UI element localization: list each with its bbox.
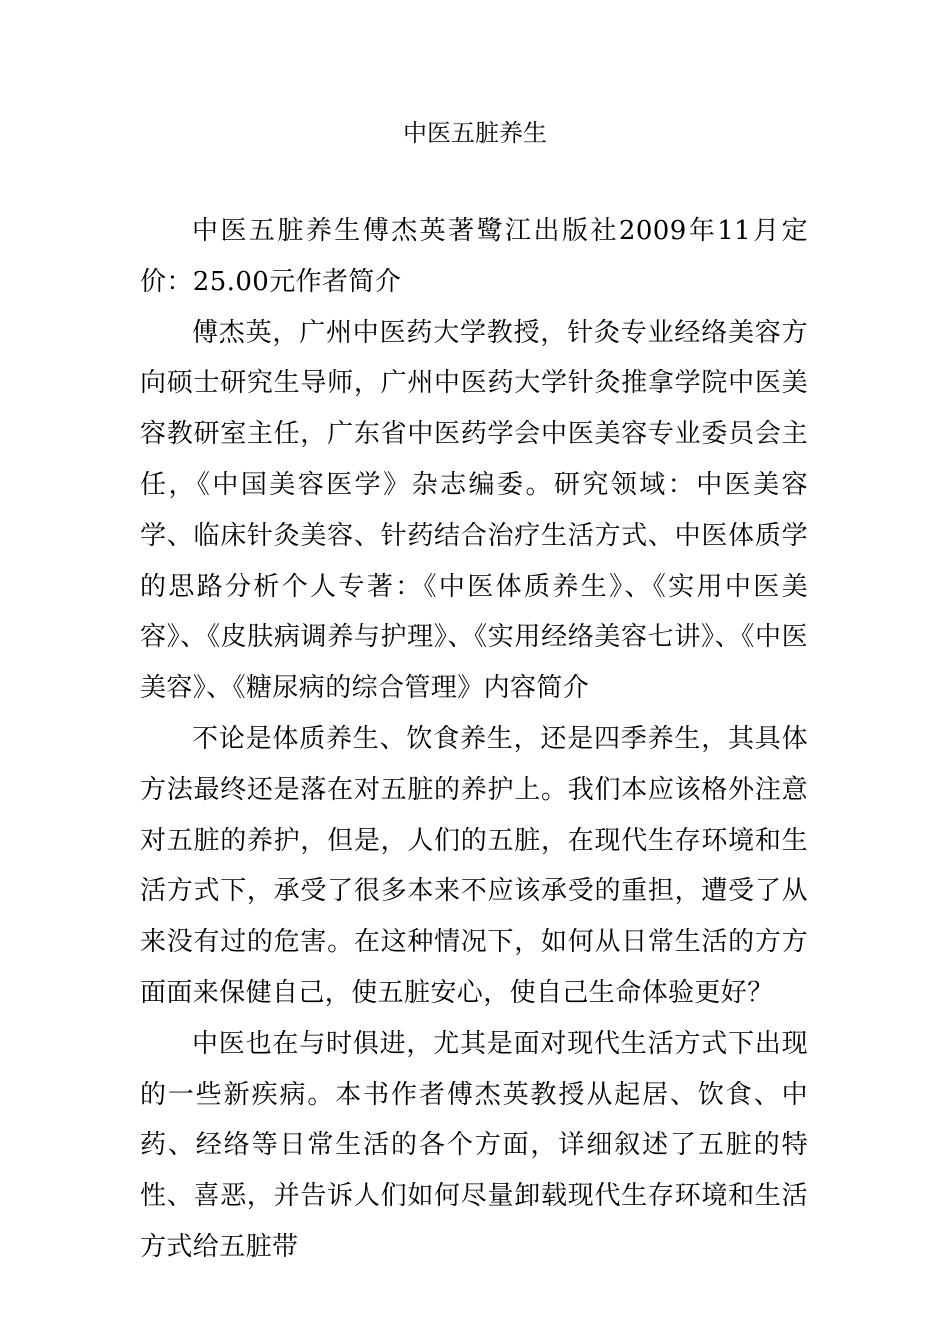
document-title: 中医五脏养生 [403, 119, 547, 147]
paragraph-summary: 不论是体质养生、饮食养生，还是四季养生，其具体方法最终还是落在对五脏的养护上。我们本应该格外注意对五脏的养护，但是，人们的五脏，在现代生存环境和生活方式下，承受了很多本来不应该承受的重担，遭受了从来没有过的危害。在这种情况下，如何从日常生活的方方面面来保健自己，使五脏安心，使自己生命体验更好？ [140, 723, 808, 1008]
paragraph-author-bio: 傅杰英，广州中医药大学教授，针灸专业经络美容方向硕士研究生导师，广州中医药大学针灸推拿学院中医美容教研室主任，广东省中医药学会中医美容专业委员会主任，《中国美容医学》杂志编委。研究领域：中医美容学、临床针灸美容、针药结合治疗生活方式、中医体质学的思路分析个人专著：《中医体质养生》、《实用中医美容》、《皮肤病调养与护理》、《实用经络美容七讲》、《中医美容》、《糖尿病的综合管理》内容简介 [140, 317, 808, 704]
document-body [140, 206, 808, 1273]
paragraph-book-info: 中医五脏养生傅杰英著鹭江出版社2009年11月定价：25.00元作者简介 [140, 216, 808, 297]
paragraph-book-content: 中医也在与时俱进，尤其是面对现代生活方式下出现的一些新疾病。本书作者傅杰英教授从起居、饮食、中药、经络等日常生活的各个方面，详细叙述了五脏的特性、喜恶，并告诉人们如何尽量卸载现代生存环境和生活方式给五脏带 [140, 1028, 808, 1262]
